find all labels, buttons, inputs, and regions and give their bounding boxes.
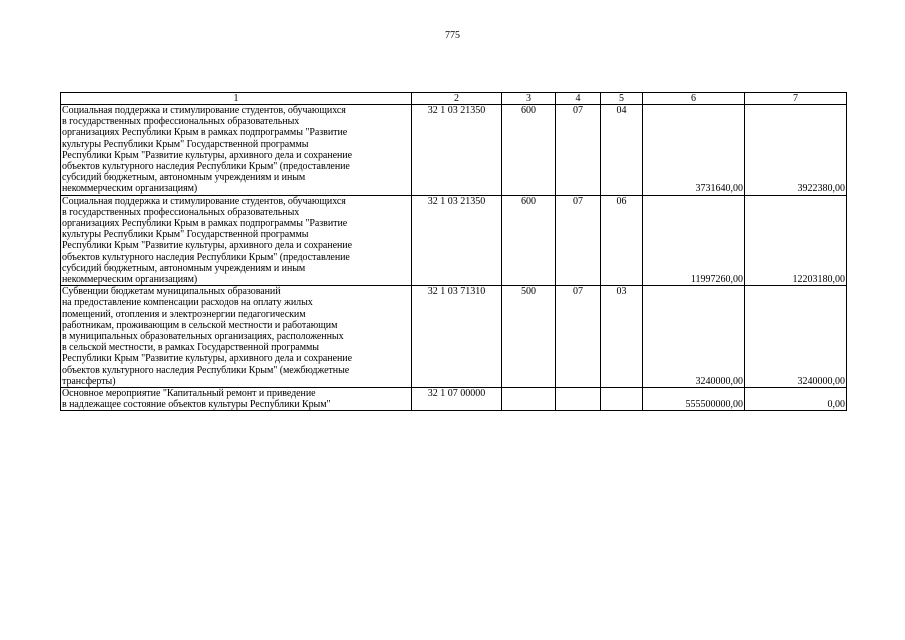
table-row	[61, 105, 847, 196]
header-cell: 7	[745, 93, 847, 105]
header-cell: 3	[502, 93, 556, 105]
row-col4: 07	[556, 195, 601, 286]
row-col5: 06	[601, 195, 643, 286]
row-col3: 600	[502, 105, 556, 196]
row-code: 32 1 07 00000	[412, 388, 502, 411]
row-description: Социальная поддержка и стимулирование студентов, обучающихся в государственных профессиональных образовательных организациях Республики Крым в рамках подпрограммы "Развитие культуры Республики Крым" Государственной программы Республики Крым "Развитие культуры, архивного дела и сохранение объектов культурного наследия Республики Крым" (предоставление субсидий бюджетным, автономным учреждениям и иным некоммерческим организациям)	[61, 195, 412, 286]
header-cell: 4	[556, 93, 601, 105]
row-code: 32 1 03 71310	[412, 286, 502, 388]
row-col6-amount: 3240000,00	[643, 286, 745, 388]
row-col5	[601, 388, 643, 411]
row-description: Субвенции бюджетам муниципальных образований на предоставление компенсации расходов на оплату жилых помещений, отопления и электроэнергии педагогическим работникам, проживающим в сельской местности и работающим в муниципальных образовательных организациях, расположенных в сельской местности, в рамках Государственной программы Республики Крым "Развитие культуры, архивного дела и сохранение объектов культурного наследия Республики Крым" (межбюджетные трансферты)	[61, 286, 412, 388]
row-col3: 500	[502, 286, 556, 388]
header-cell: 5	[601, 93, 643, 105]
row-col7-amount: 0,00	[745, 388, 847, 411]
header-cell: 6	[643, 93, 745, 105]
budget-table	[60, 92, 847, 411]
row-col5: 03	[601, 286, 643, 388]
row-col4: 07	[556, 286, 601, 388]
table-row	[61, 388, 847, 411]
row-col6-amount: 555500000,00	[643, 388, 745, 411]
row-col7-amount: 3240000,00	[745, 286, 847, 388]
row-col4	[556, 388, 601, 411]
row-col6-amount: 11997260,00	[643, 195, 745, 286]
row-col5: 04	[601, 105, 643, 196]
table-row	[61, 286, 847, 388]
table-row	[61, 195, 847, 286]
row-col7-amount: 3922380,00	[745, 105, 847, 196]
row-col7-amount: 12203180,00	[745, 195, 847, 286]
row-col4: 07	[556, 105, 601, 196]
row-col6-amount: 3731640,00	[643, 105, 745, 196]
header-cell: 1	[61, 93, 412, 105]
row-col3	[502, 388, 556, 411]
row-description: Основное мероприятие "Капитальный ремонт и приведение в надлежащее состояние объектов культуры Республики Крым"	[61, 388, 412, 411]
row-description: Социальная поддержка и стимулирование студентов, обучающихся в государственных профессиональных образовательных организациях Республики Крым в рамках подпрограммы "Развитие культуры Республики Крым" Государственной программы Республики Крым "Развитие культуры, архивного дела и сохранение объектов культурного наследия Республики Крым" (предоставление субсидий бюджетным, автономным учреждениям и иным некоммерческим организациям)	[61, 105, 412, 196]
row-col3: 600	[502, 195, 556, 286]
table-header-row	[61, 93, 847, 105]
row-code: 32 1 03 21350	[412, 195, 502, 286]
row-code: 32 1 03 21350	[412, 105, 502, 196]
page-number: 775	[445, 30, 460, 41]
header-cell: 2	[412, 93, 502, 105]
